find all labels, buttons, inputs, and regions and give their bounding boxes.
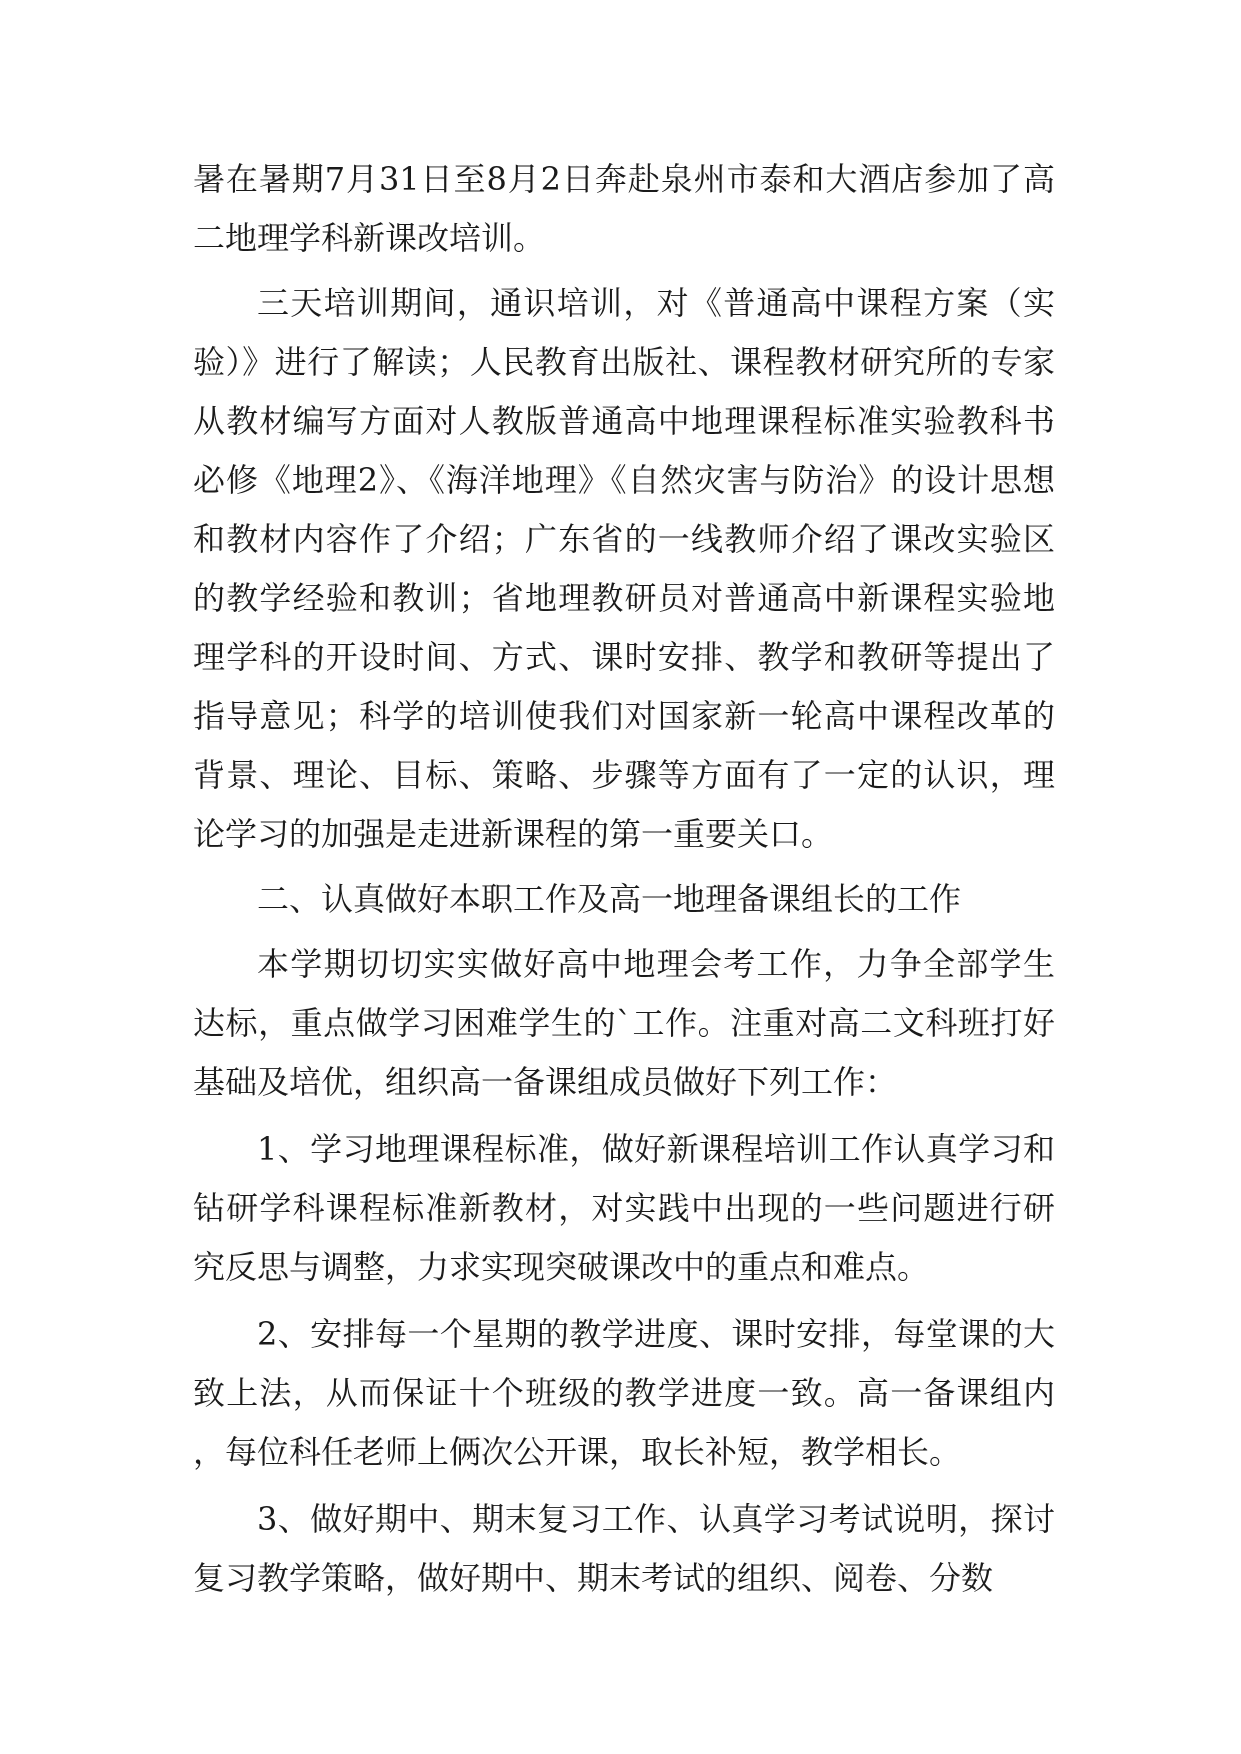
document-body [193,150,1055,1608]
list-item-2: 2、安排每一个星期的教学进度、课时安排，每堂课的大致上法，从而保证十个班级的教学进度一致。高一备课组内，每位科任老师上俩次公开课，取长补短，教学相长。 [193,1315,1055,1471]
list-item-1: 1、学习地理课程标准，做好新课程培训工作认真学习和钻研学科课程标准新教材，对实践中出现的一些问题进行研究反思与调整，力求实现突破课改中的重点和难点。 [193,1130,1055,1286]
paragraph-training-summary: 三天培训期间，通识培训，对《普通高中课程方案（实验）》进行了解读；人民教育出版社、课程教材研究所的专家从教材编写方面对人教版普通高中地理课程标准实验教科书必修《地理2》、《海洋地理》《自然灾害与防治》的设计思想和教材内容作了介绍；广东省的一线教师介绍了课改实验区的教学经验和教训；省地理教研员对普通高中新课程实验地理学科的开设时间、方式、课时安排、教学和教研等提出了指导意见；科学的培训使我们对国家新一轮高中课程改革的背景、理论、目标、策略、步骤等方面有了一定的认识，理论学习的加强是走进新课程的第一重要关口。 [193,284,1055,853]
paragraph-semester-work: 本学期切切实实做好高中地理会考工作，力争全部学生达标，重点做学习困难学生的`工作。注重对高二文科班打好基础及培优，组织高一备课组成员做好下列工作： [193,945,1055,1101]
paragraph-continuation: 暑在暑期7月31日至8月2日奔赴泉州市泰和大酒店参加了高二地理学科新课改培训。 [193,160,1055,257]
section-heading: 二、认真做好本职工作及高一地理备课组长的工作 [257,880,962,918]
list-item-3: 3、做好期中、期末复习工作、认真学习考试说明，探讨复习教学策略，做好期中、期末考试的组织、阅卷、分数 [193,1500,1055,1597]
